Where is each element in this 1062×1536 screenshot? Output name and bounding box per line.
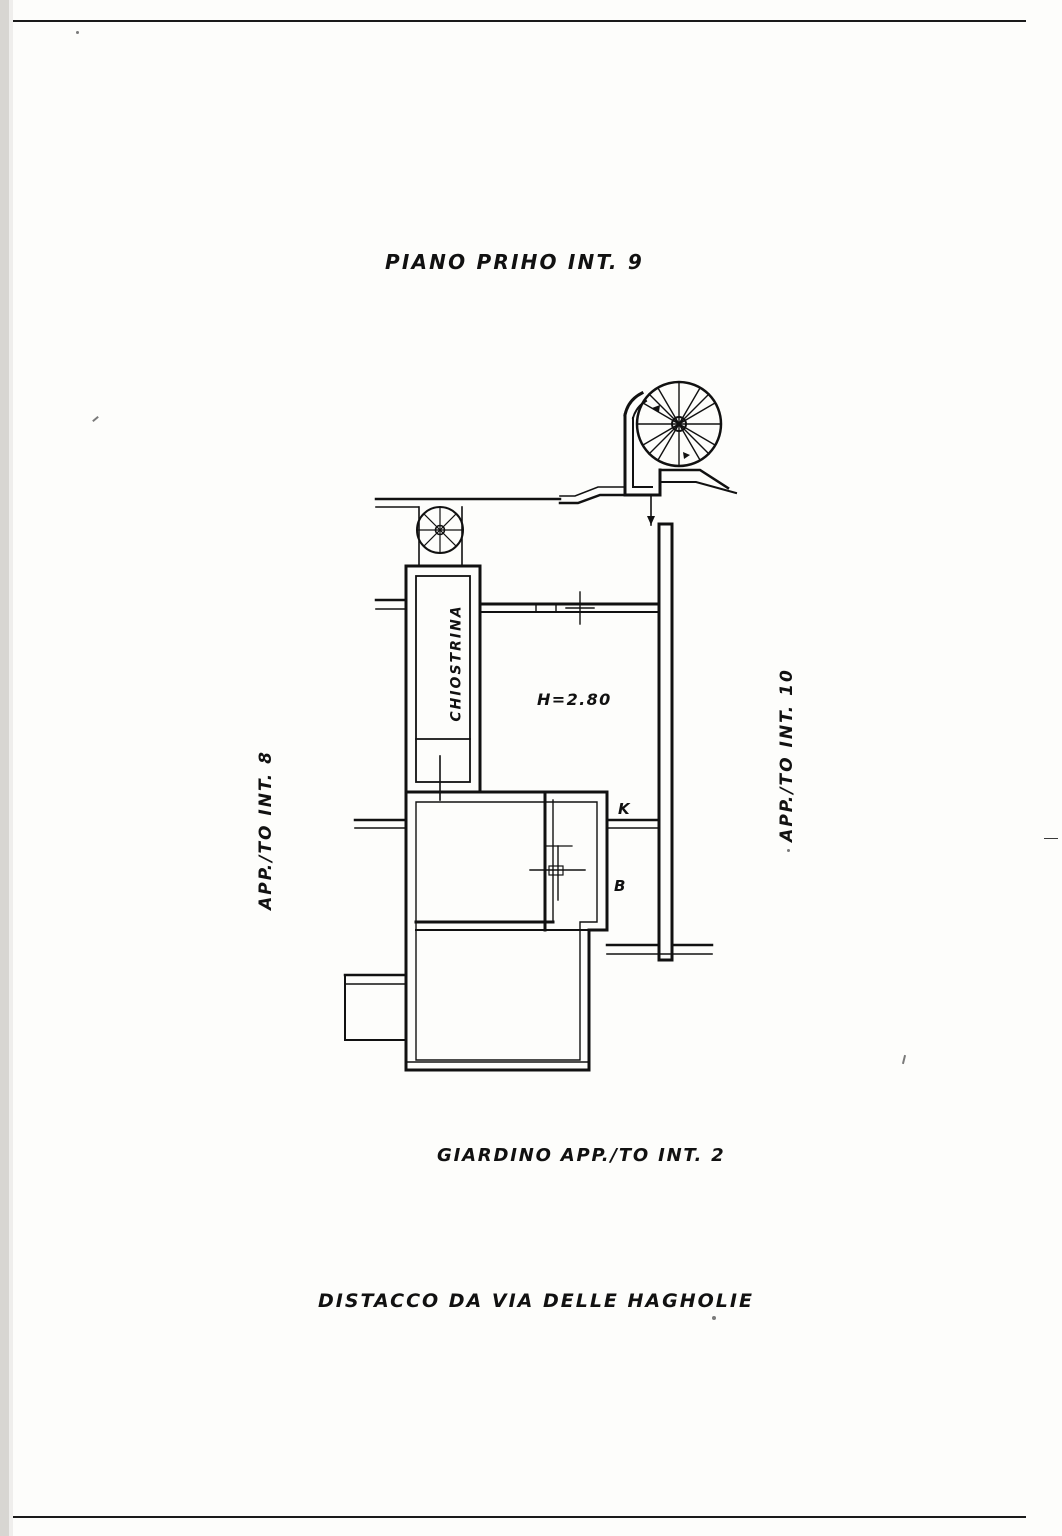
page-title: PIANO PRIHO INT. 9: [385, 250, 644, 274]
courtyard-label: CHIOSTRINA: [448, 604, 465, 722]
room-label-k: K: [618, 800, 632, 818]
room-label-b: B: [614, 877, 627, 895]
street-setback-label: DISTACCO DA VIA DELLE HAGHOLIE: [318, 1290, 754, 1312]
neighbor-left-label: APP./TO INT. 8: [255, 750, 276, 910]
neighbor-right-label: APP./TO INT. 10: [776, 668, 797, 842]
ceiling-height-label: H=2.80: [537, 690, 612, 709]
garden-label: GIARDINO APP./TO INT. 2: [437, 1145, 726, 1166]
